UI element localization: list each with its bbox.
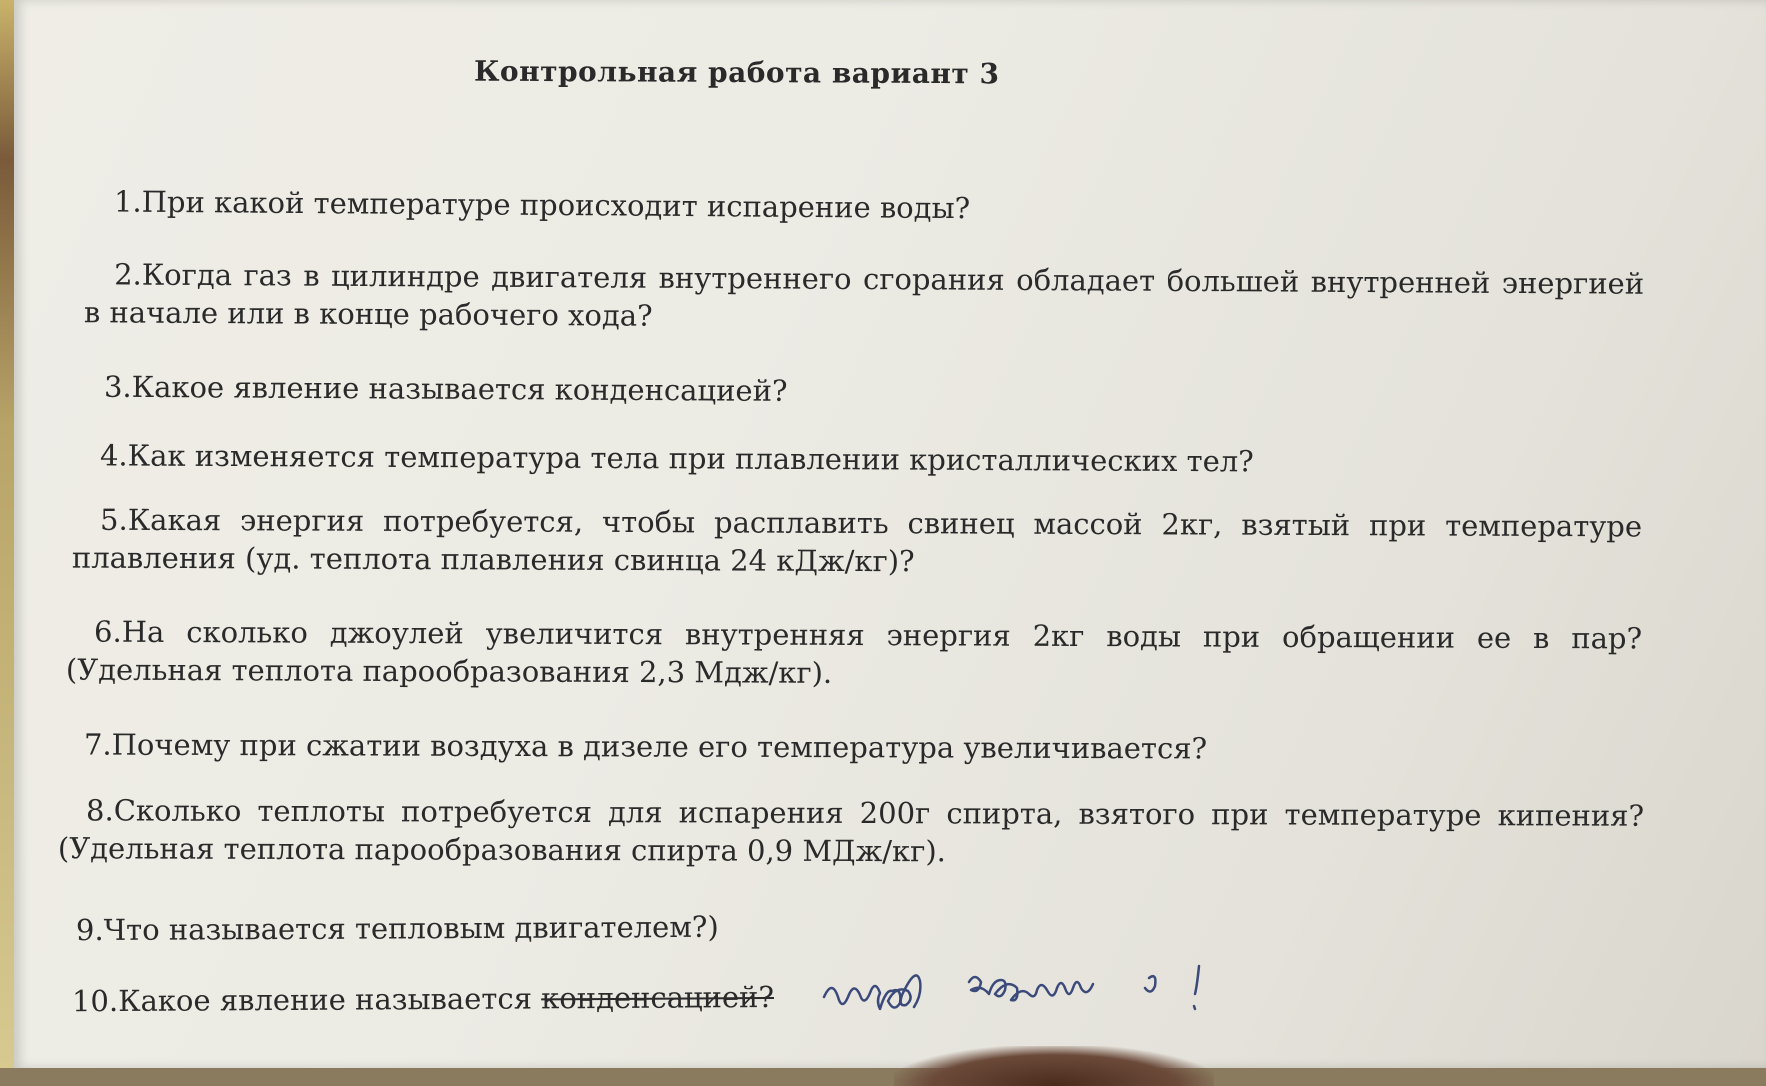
question-5: 5.Какая энергия потребуется, чтобы расплавить свинец массой 2кг, взятый при температуре плавления (уд. теплота плавления свинца 24 кДж/кг)? [71,502,1643,579]
question-6: 6.На сколько джоулей увеличится внутренняя энергия 2кг воды при обращении ее в пар? (Удельная теплота парообразования 2,3 Мдж/кг). [65,614,1643,690]
question-1: 1.При какой температуре происходит испарение воды? [113,184,971,226]
question-8: 8.Сколько теплоты потребуется для испарения 200г спирта, взятого при температуре кипения? (Удельная теплота парообразования спирта 0,9 МДж/кг). [57,793,1645,869]
question-4: 4.Как изменяется температура тела при плавлении кристаллических тел? [99,438,1254,479]
struck-word: конденсацией? [541,979,775,1016]
dark-object-bottom [894,1046,1214,1086]
question-7: 7.Почему при сжатии воздуха в дизеле его температура увеличивается? [83,727,1208,766]
handwritten-correction [819,952,1289,1032]
question-2: 2.Когда газ в цилиндре двигателя внутреннего сгорания обладает большей внутренней энергией в начале или в конце рабочего хода? [83,257,1645,333]
handwriting-stroke [824,966,1199,1009]
question-10-text: 10.Какое явление называется [71,981,542,1019]
page-title: Контрольная работа вариант 3 [473,54,1000,91]
question-9: 9.Что называется тепловым двигателем?) [75,909,719,948]
question-3: 3.Какое явление называется конденсацией? [103,369,788,408]
worksheet-page [14,0,1766,1068]
